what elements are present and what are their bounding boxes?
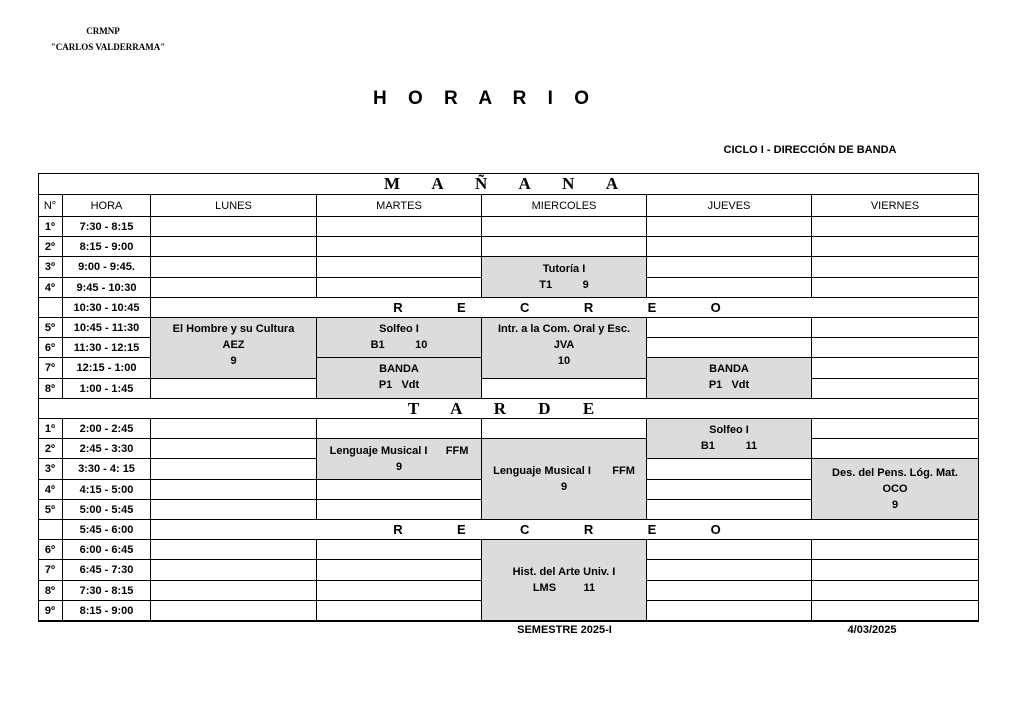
empty-slot: [647, 318, 812, 338]
empty-slot: [812, 278, 979, 298]
period-number: [38, 298, 63, 318]
empty-slot: [647, 257, 812, 278]
empty-slot: [812, 338, 979, 358]
recess-morning: [151, 298, 979, 318]
empty-slot: [812, 581, 979, 601]
period-time: 1:00 - 1:45: [63, 379, 151, 399]
period-time: 7:30 - 8:15: [63, 581, 151, 601]
empty-slot: [317, 480, 482, 500]
class-hombre-cultura-title: El Hombre y su Cultura: [172, 323, 295, 335]
period-number: 9º: [38, 601, 63, 621]
empty-slot: [482, 419, 647, 439]
recess-letter: E: [456, 522, 466, 537]
empty-slot: [647, 601, 812, 621]
recess-afternoon: [151, 520, 979, 540]
class-lenguaje-tuesday: [317, 439, 482, 480]
institution-name: "CARLOS VALDERRAMA": [50, 42, 166, 52]
class-banda-tuesday: [317, 358, 482, 399]
empty-slot: [647, 459, 812, 480]
period-time: 7:30 - 8:15: [63, 217, 151, 237]
empty-slot: [812, 237, 979, 257]
recess-letter: R: [393, 522, 403, 537]
empty-slot: [317, 237, 482, 257]
period-time: 8:15 - 9:00: [63, 237, 151, 257]
class-tutoria-title: Tutoría I: [542, 263, 586, 275]
recess-letter: O: [710, 522, 721, 537]
period-number: 7º: [38, 358, 63, 379]
empty-slot: [812, 358, 979, 379]
period-number: 3º: [38, 459, 63, 480]
empty-slot: [482, 237, 647, 257]
period-time: 12:15 - 1:00: [63, 358, 151, 379]
empty-slot: [317, 601, 482, 621]
empty-slot: [647, 560, 812, 581]
class-banda-thursday-detail: P1 Vdt: [708, 379, 750, 391]
empty-slot: [151, 560, 317, 581]
recess-letter: R: [393, 300, 403, 315]
recess-letter: E: [647, 300, 657, 315]
section-afternoon: T A R D E: [38, 399, 979, 419]
class-tutoria-detail: T1 9: [539, 279, 589, 291]
class-lenguaje-wednesday-detail: 9: [560, 481, 568, 493]
class-hist-arte-title: Hist. del Arte Univ. I: [512, 566, 616, 578]
empty-slot: [317, 581, 482, 601]
class-des-pens-detail: OCO: [882, 483, 908, 495]
period-time: 8:15 - 9:00: [63, 601, 151, 621]
recess-letter: R: [583, 522, 594, 537]
class-solfeo-tuesday: [317, 318, 482, 358]
period-time: 3:30 - 4: 15: [63, 459, 151, 480]
recess-letter: C: [520, 522, 530, 537]
empty-slot: [317, 257, 482, 278]
class-lenguaje-tuesday-detail: 9: [395, 461, 403, 473]
class-intr-com-room: 10: [557, 355, 571, 367]
empty-slot: [317, 217, 482, 237]
period-number: 1º: [38, 217, 63, 237]
empty-slot: [317, 560, 482, 581]
class-tutoria: [482, 257, 647, 298]
empty-slot: [151, 439, 317, 459]
empty-slot: [647, 278, 812, 298]
recess-letter: E: [456, 300, 466, 315]
period-number: 3º: [38, 257, 63, 278]
header-hour: HORA: [63, 195, 151, 217]
class-intr-com: [482, 318, 647, 379]
empty-slot: [647, 581, 812, 601]
class-des-pens: [812, 459, 979, 520]
period-number: 8º: [38, 581, 63, 601]
empty-slot: [317, 500, 482, 520]
empty-slot: [317, 278, 482, 298]
empty-slot: [151, 379, 317, 399]
period-time: 10:45 - 11:30: [63, 318, 151, 338]
empty-slot: [647, 217, 812, 237]
empty-slot: [317, 419, 482, 439]
class-lenguaje-tuesday-title: Lenguaje Musical I FFM: [329, 445, 469, 457]
period-time: 6:45 - 7:30: [63, 560, 151, 581]
institution-acronym: CRMNP: [86, 26, 120, 36]
empty-slot: [812, 560, 979, 581]
empty-slot: [482, 379, 647, 399]
header-wed: MIERCOLES: [482, 195, 647, 217]
period-time: 9:45 - 10:30: [63, 278, 151, 298]
empty-slot: [812, 439, 979, 459]
period-time: 2:00 - 2:45: [63, 419, 151, 439]
header-thu: JUEVES: [647, 195, 812, 217]
class-hombre-cultura-detail: AEZ: [222, 339, 245, 351]
period-time: 2:45 - 3:30: [63, 439, 151, 459]
period-time: 11:30 - 12:15: [63, 338, 151, 358]
period-time: 5:45 - 6:00: [63, 520, 151, 540]
period-number: 8º: [38, 379, 63, 399]
period-number: 6º: [38, 338, 63, 358]
recess-letter: C: [520, 300, 530, 315]
class-solfeo-tuesday-title: Solfeo I: [379, 323, 419, 335]
class-des-pens-room: 9: [891, 499, 899, 511]
class-intr-com-detail: JVA: [553, 339, 575, 351]
semester-label: SEMESTRE 2025-I: [517, 624, 612, 636]
period-number: 2º: [38, 439, 63, 459]
empty-slot: [151, 581, 317, 601]
cycle-label: CICLO I - DIRECCIÓN DE BANDA: [723, 144, 897, 156]
class-banda-tuesday-title: BANDA: [379, 363, 419, 375]
empty-slot: [151, 237, 317, 257]
period-number: 1º: [38, 419, 63, 439]
class-hombre-cultura-room: 9: [230, 355, 237, 367]
class-des-pens-title: Des. del Pens. Lóg. Mat.: [832, 467, 958, 479]
empty-slot: [151, 217, 317, 237]
schedule-table: [38, 173, 979, 622]
empty-slot: [151, 540, 317, 560]
empty-slot: [647, 338, 812, 358]
section-morning: M A Ñ A N A: [38, 173, 979, 195]
class-banda-thursday: [647, 358, 812, 399]
header-mon: LUNES: [151, 195, 317, 217]
class-banda-tuesday-detail: P1 Vdt: [378, 379, 420, 391]
page-title: H O R A R I O: [373, 88, 597, 109]
empty-slot: [812, 217, 979, 237]
empty-slot: [482, 217, 647, 237]
period-number: 2º: [38, 237, 63, 257]
empty-slot: [812, 419, 979, 439]
period-time: 5:00 - 5:45: [63, 500, 151, 520]
class-solfeo-tuesday-detail: B1 10: [370, 339, 428, 351]
empty-slot: [647, 500, 812, 520]
class-intr-com-title: Intr. a la Com. Oral y Esc.: [497, 323, 631, 335]
recess-letter: R: [583, 300, 594, 315]
empty-slot: [812, 257, 979, 278]
period-number: 5º: [38, 318, 63, 338]
empty-slot: [151, 480, 317, 500]
empty-slot: [812, 540, 979, 560]
period-number: 4º: [38, 278, 63, 298]
class-solfeo-thursday-title: Solfeo I: [709, 424, 749, 436]
period-number: [38, 520, 63, 540]
period-number: 7º: [38, 560, 63, 581]
recess-letter: O: [710, 300, 721, 315]
empty-slot: [647, 480, 812, 500]
class-lenguaje-wednesday-title: Lenguaje Musical I FFM: [493, 465, 635, 477]
period-number: 4º: [38, 480, 63, 500]
empty-slot: [317, 540, 482, 560]
class-hist-arte-detail: LMS 11: [532, 582, 596, 594]
class-banda-thursday-title: BANDA: [709, 363, 749, 375]
class-hombre-cultura: [151, 318, 317, 379]
empty-slot: [647, 237, 812, 257]
class-lenguaje-wednesday: [482, 439, 647, 520]
period-time: 9:00 - 9:45.: [63, 257, 151, 278]
header-tue: MARTES: [317, 195, 482, 217]
header-num: N°: [38, 195, 63, 217]
class-hist-arte: [482, 540, 647, 621]
empty-slot: [151, 459, 317, 480]
class-solfeo-thursday: [647, 419, 812, 459]
empty-slot: [151, 500, 317, 520]
empty-slot: [151, 257, 317, 278]
empty-slot: [812, 379, 979, 399]
empty-slot: [812, 318, 979, 338]
class-solfeo-thursday-detail: B1 11: [700, 440, 758, 452]
recess-letter: E: [647, 522, 657, 537]
period-time: 10:30 - 10:45: [63, 298, 151, 318]
date-label: 4/03/2025: [847, 624, 897, 636]
empty-slot: [151, 419, 317, 439]
period-number: 6º: [38, 540, 63, 560]
empty-slot: [647, 540, 812, 560]
empty-slot: [812, 601, 979, 621]
period-time: 6:00 - 6:45: [63, 540, 151, 560]
empty-slot: [151, 601, 317, 621]
period-time: 4:15 - 5:00: [63, 480, 151, 500]
empty-slot: [151, 278, 317, 298]
header-fri: VIERNES: [812, 195, 979, 217]
period-number: 5º: [38, 500, 63, 520]
